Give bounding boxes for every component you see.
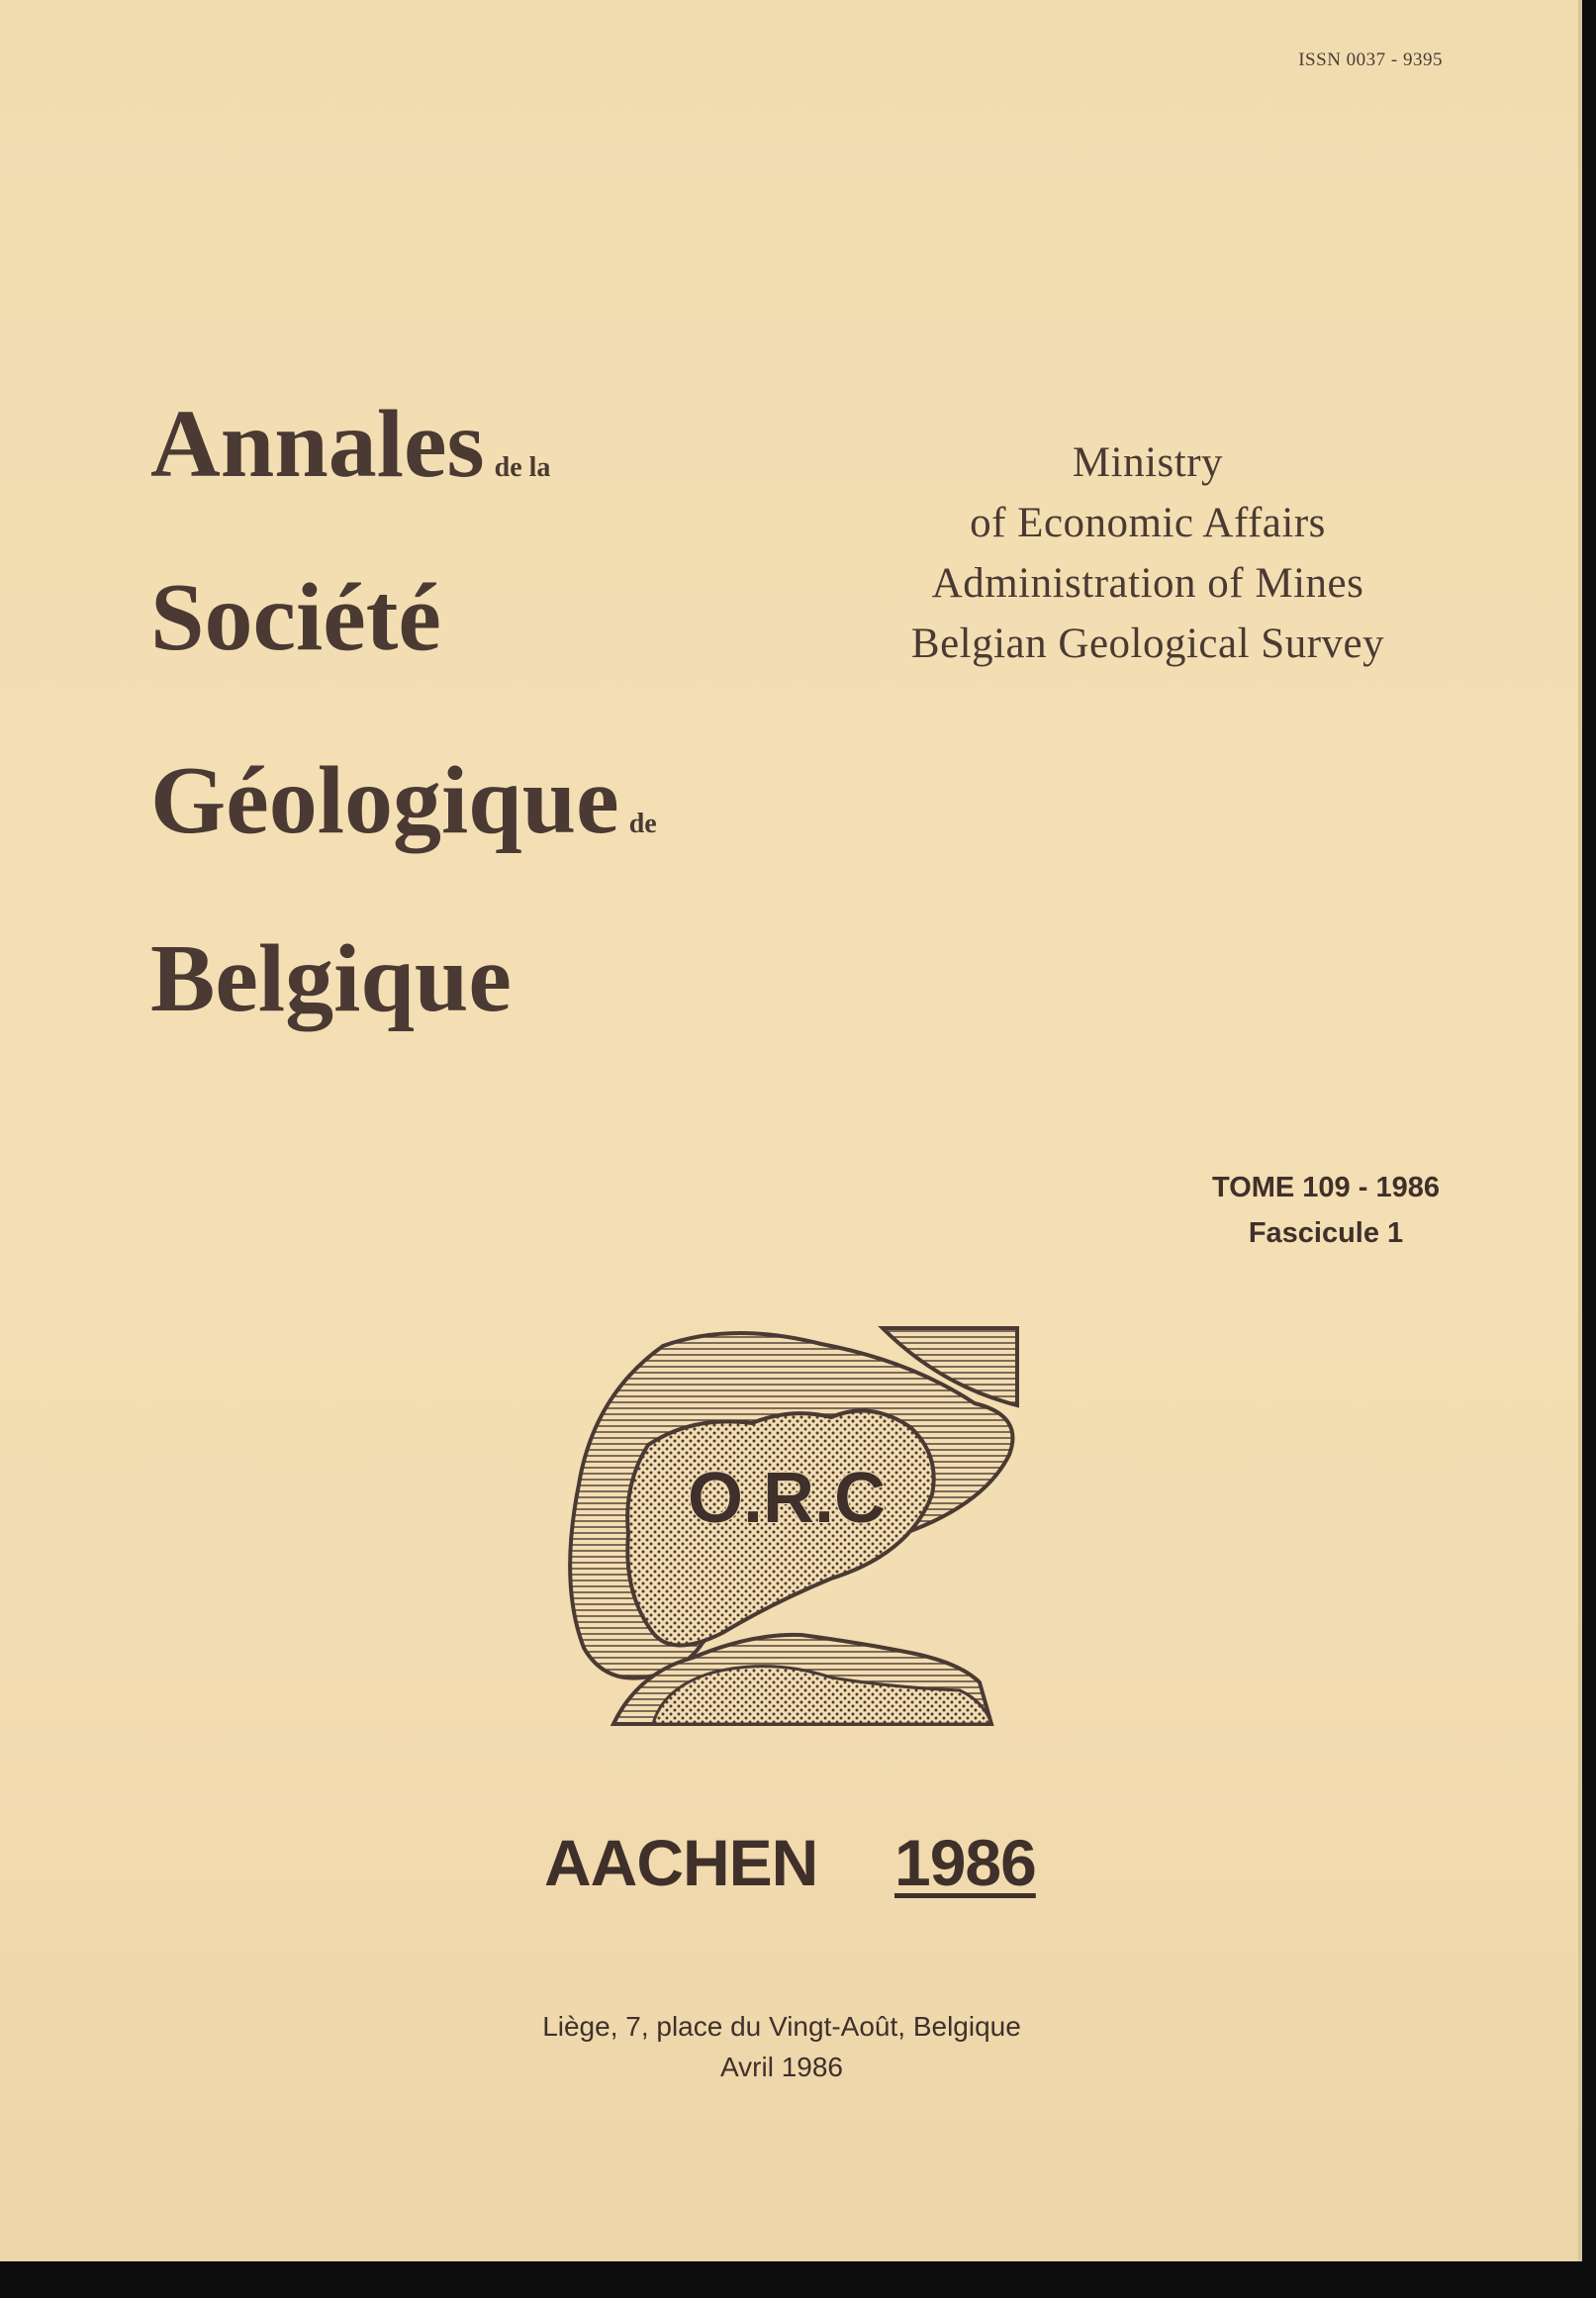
ministry-line: Administration of Mines (931, 560, 1364, 607)
ministry-line: Belgian Geological Survey (910, 621, 1385, 667)
title-small-de-la: de la (494, 452, 551, 483)
tome-fascicule: Fascicule 1 (1248, 1217, 1404, 1249)
title-line-societe: Société (150, 564, 441, 671)
logo-year: 1986 (894, 1826, 1036, 1899)
title-word-geologique: Géologique (150, 747, 619, 854)
logo-city: AACHEN (544, 1826, 818, 1899)
ministry-block (821, 432, 1474, 674)
ministry-line: of Economic Affairs (970, 500, 1326, 546)
tome-volume: TOME 109 - 1986 (1212, 1172, 1440, 1203)
publisher-address: Liège, 7, place du Vingt-Août, Belgique (542, 2011, 1021, 2042)
logo-orc-text: O.R.C (687, 1459, 887, 1538)
issn-number: ISSN 0037 - 9395 (1298, 49, 1443, 70)
orc-geology-logo (534, 1316, 1049, 1732)
title-line-belgique: Belgique (150, 925, 512, 1032)
tome-block (1128, 1165, 1524, 1256)
ministry-line: Ministry (1072, 439, 1224, 486)
title-line-geologique (150, 747, 657, 854)
title-word-annales: Annales (150, 391, 485, 498)
title-line-annales (150, 391, 551, 498)
publisher-footer (435, 2006, 1128, 2087)
publication-date: Avril 1986 (719, 2052, 843, 2082)
title-small-de: de (628, 809, 657, 839)
